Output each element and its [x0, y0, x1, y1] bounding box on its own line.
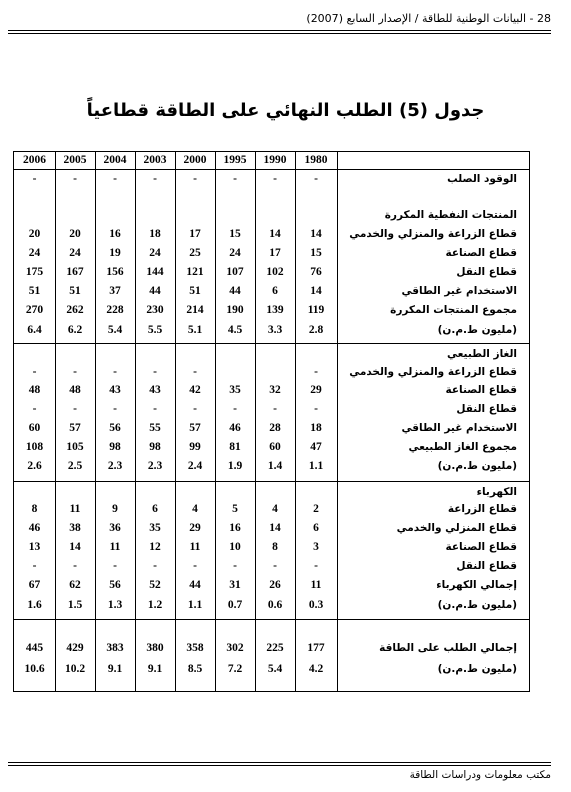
table-cell: 24 [69, 247, 81, 259]
row-label: (مليون ط.م.ن) [437, 663, 517, 675]
table-cell: 56 [109, 579, 121, 591]
table-cell: 270 [25, 304, 44, 316]
table-cell: - [73, 403, 77, 415]
table-cell: 9.1 [147, 663, 163, 675]
table-cell: 32 [269, 384, 281, 396]
table-cell: 18 [149, 228, 161, 240]
table-cell: 228 [106, 304, 124, 316]
table-cell: 4.5 [227, 324, 243, 336]
table-cell: 121 [186, 266, 204, 278]
row-label: قطاع النقل [456, 560, 517, 572]
row-label: قطاع الزراعة والمنزلي والخدمي [349, 366, 517, 378]
table-cell: 51 [28, 285, 41, 297]
table-cell: 0.6 [267, 599, 283, 611]
row-label: قطاع النقل [456, 266, 517, 278]
table-cell: 230 [146, 304, 164, 316]
table-cell: 15 [229, 228, 241, 240]
table-cell: - [113, 403, 117, 415]
table-cell: 24 [28, 247, 41, 259]
row-label: الاستخدام غير الطاقي [401, 422, 517, 434]
table-cell: 20 [28, 228, 41, 240]
table-cell: 445 [25, 642, 44, 654]
table-cell: 380 [146, 642, 164, 654]
row-label: الغاز الطبيعي [446, 348, 517, 360]
table-cell: 11 [310, 579, 322, 591]
table-cell: 26 [269, 579, 281, 591]
year-header: 2003 [143, 154, 167, 166]
table-cell: 1.9 [227, 460, 243, 472]
table-cell: 302 [226, 642, 244, 654]
table-cell: - [32, 366, 37, 378]
table-cell: 44 [189, 579, 201, 591]
energy-demand-table [13, 151, 530, 692]
table-cell: 17 [189, 228, 201, 240]
table-cell: 139 [266, 304, 284, 316]
table-cell: 6.4 [27, 324, 42, 336]
table-cell: - [273, 560, 277, 572]
row-label: الوقود الصلب [447, 173, 517, 185]
footer-rule [8, 765, 551, 766]
table-cell: 5 [232, 503, 238, 515]
table-cell: - [233, 560, 237, 572]
table-cell: 1.1 [187, 599, 203, 611]
year-header: 2000 [183, 154, 207, 166]
table-cell: - [73, 173, 77, 185]
table-cell: 5.4 [107, 324, 123, 336]
table-cell: - [273, 173, 277, 185]
year-header: 1980 [304, 154, 328, 166]
table-cell: 156 [106, 266, 124, 278]
table-cell: - [32, 173, 37, 185]
table-cell: 43 [149, 384, 161, 396]
table-cell: - [113, 560, 117, 572]
table-cell: 225 [266, 642, 284, 654]
row-label: الاستخدام غير الطاقي [401, 285, 517, 297]
row-label: (مليون ط.م.ن) [437, 460, 517, 472]
table-cell: 14 [69, 541, 81, 553]
table-cell: 11 [189, 541, 201, 553]
row-label: قطاع المنزلي والخدمي [396, 522, 517, 534]
row-divider [14, 481, 529, 482]
table-cell: 44 [149, 285, 161, 297]
table-cell: 2.8 [308, 324, 324, 336]
table-cell: - [314, 560, 318, 572]
table-cell: - [314, 173, 318, 185]
row-divider [14, 169, 529, 170]
row-label: المنتجات النفطية المكررة [384, 209, 517, 221]
table-cell: 5.4 [267, 663, 283, 675]
table-cell: 1.3 [107, 599, 123, 611]
table-cell: 67 [28, 579, 41, 591]
table-cell: 6 [313, 522, 319, 534]
table-cell: 51 [69, 285, 81, 297]
table-cell: 62 [69, 579, 81, 591]
table-cell: 16 [229, 522, 241, 534]
table-cell: - [193, 366, 197, 378]
table-cell: 2.3 [147, 460, 163, 472]
page-header-text: 28 - البيانات الوطنية للطاقة / الإصدار السابع (2007) [306, 12, 551, 25]
table-cell: - [32, 403, 37, 415]
table-cell: 5.1 [187, 324, 203, 336]
table-cell: - [113, 173, 117, 185]
table-cell: 4 [192, 503, 198, 515]
table-cell: 6 [152, 503, 158, 515]
table-cell: - [113, 366, 117, 378]
year-header: 2004 [103, 154, 127, 166]
table-cell: 2 [313, 503, 319, 515]
column-divider [337, 152, 338, 691]
table-cell: 9 [112, 503, 118, 515]
table-cell: 14 [310, 228, 322, 240]
table-cell: 9.1 [107, 663, 123, 675]
table-cell: 52 [149, 579, 161, 591]
table-cell: 10.6 [24, 663, 45, 675]
table-cell: 17 [269, 247, 281, 259]
table-cell: 31 [229, 579, 241, 591]
table-cell: 102 [266, 266, 284, 278]
table-cell: - [193, 403, 197, 415]
table-cell: 46 [229, 422, 241, 434]
row-label: قطاع الصناعة [445, 541, 517, 553]
table-cell: 175 [25, 266, 44, 278]
row-label: (مليون ط.م.ن) [437, 599, 517, 611]
table-cell: - [314, 366, 318, 378]
table-cell: 10.2 [64, 663, 86, 675]
table-cell: 46 [28, 522, 41, 534]
table-cell: 57 [69, 422, 81, 434]
table-cell: - [233, 403, 237, 415]
table-cell: 0.3 [308, 599, 324, 611]
row-label: قطاع النقل [456, 403, 517, 415]
footer-rule-thin [8, 762, 551, 763]
table-cell: 14 [310, 285, 322, 297]
table-cell: 14 [269, 228, 281, 240]
table-cell: 10 [229, 541, 241, 553]
table-cell: 76 [310, 266, 322, 278]
table-cell: 11 [109, 541, 121, 553]
table-cell: 24 [229, 247, 241, 259]
table-cell: 36 [109, 522, 121, 534]
table-cell: 29 [310, 384, 322, 396]
table-cell: 3 [313, 541, 319, 553]
table-cell: - [153, 173, 157, 185]
table-cell: 19 [109, 247, 121, 259]
row-label: قطاع الزراعة [447, 503, 517, 515]
table-cell: 35 [149, 522, 161, 534]
table-cell: 190 [226, 304, 244, 316]
table-cell: 13 [28, 541, 41, 553]
table-cell: 51 [189, 285, 201, 297]
table-cell: 20 [69, 228, 81, 240]
table-cell: 25 [189, 247, 201, 259]
year-header: 2005 [63, 154, 87, 166]
table-cell: 44 [229, 285, 241, 297]
table-cell: 48 [28, 384, 41, 396]
table-cell: 98 [109, 441, 121, 453]
row-label: الكهرباء [476, 486, 517, 498]
row-label: مجموع المنتجات المكررة [390, 304, 517, 316]
table-cell: - [314, 403, 318, 415]
table-cell: 15 [310, 247, 322, 259]
table-cell: 1.4 [267, 460, 283, 472]
table-cell: 2.6 [27, 460, 42, 472]
table-cell: 1.1 [308, 460, 324, 472]
table-cell: 29 [189, 522, 201, 534]
table-cell: 16 [109, 228, 121, 240]
row-label: قطاع الصناعة [445, 247, 517, 259]
table-cell: 28 [269, 422, 281, 434]
row-divider [14, 343, 529, 344]
table-cell: 214 [186, 304, 204, 316]
table-cell: 1.6 [27, 599, 42, 611]
table-cell: - [32, 560, 37, 572]
row-label: إجمالي الطلب على الطاقة [379, 642, 517, 654]
table-cell: 6 [272, 285, 278, 297]
table-cell: 14 [269, 522, 281, 534]
table-cell: 1.2 [147, 599, 163, 611]
row-label: قطاع الصناعة [445, 384, 517, 396]
table-cell: 144 [146, 266, 164, 278]
table-cell: 105 [66, 441, 84, 453]
table-cell: 8 [31, 503, 38, 515]
table-cell: 37 [109, 285, 121, 297]
row-divider [14, 619, 529, 620]
table-cell: 55 [149, 422, 161, 434]
table-cell: - [153, 366, 157, 378]
header-rule [8, 30, 551, 31]
table-cell: - [73, 560, 77, 572]
table-cell: 2.4 [187, 460, 203, 472]
table-cell: 18 [310, 422, 322, 434]
year-header: 2006 [23, 154, 46, 166]
table-cell: 81 [229, 441, 241, 453]
table-cell: 0.7 [227, 599, 243, 611]
footer-text: مكتب معلومات ودراسات الطاقة [409, 769, 551, 781]
table-cell: 24 [149, 247, 161, 259]
table-cell: - [193, 173, 197, 185]
table-cell: 60 [28, 422, 41, 434]
table-cell: 429 [66, 642, 84, 654]
table-cell: 42 [189, 384, 201, 396]
table-cell: 43 [109, 384, 121, 396]
table-cell: 11 [69, 503, 81, 515]
table-cell: 177 [307, 642, 325, 654]
table-cell: 56 [109, 422, 121, 434]
row-label: إجمالي الكهرباء [436, 579, 517, 591]
table-cell: 383 [106, 642, 124, 654]
table-cell: 38 [69, 522, 81, 534]
table-cell: - [153, 560, 157, 572]
table-cell: 48 [69, 384, 81, 396]
table-cell: 12 [149, 541, 161, 553]
table-title: جدول (5) الطلب النهائي على الطاقة قطاعياً [86, 100, 485, 121]
table-cell: 108 [25, 441, 44, 453]
table-cell: 262 [66, 304, 84, 316]
row-label: (مليون ط.م.ن) [437, 324, 517, 336]
table-cell: 119 [307, 304, 325, 316]
table-cell: - [153, 403, 157, 415]
table-cell: 2.5 [67, 460, 83, 472]
table-cell: - [193, 560, 197, 572]
table-cell: 358 [186, 642, 204, 654]
header-rule-thin [8, 33, 551, 34]
table-cell: 47 [310, 441, 322, 453]
table-cell: 8 [272, 541, 278, 553]
table-cell: 2.3 [107, 460, 123, 472]
table-cell: 3.3 [267, 324, 283, 336]
table-cell: - [233, 173, 237, 185]
table-cell: 57 [189, 422, 201, 434]
table-cell: 8.5 [187, 663, 203, 675]
table-cell: 35 [229, 384, 241, 396]
table-cell: 99 [189, 441, 201, 453]
table-cell: 107 [226, 266, 244, 278]
row-label: قطاع الزراعة والمنزلي والخدمي [349, 228, 517, 240]
table-cell: 167 [66, 266, 84, 278]
table-cell: 4 [272, 503, 278, 515]
page-footer [8, 762, 551, 786]
table-cell: - [273, 403, 277, 415]
year-header: 1995 [223, 154, 247, 166]
row-label: مجموع الغاز الطبيعي [408, 441, 517, 453]
year-header: 1990 [263, 154, 287, 166]
table-cell: 60 [269, 441, 281, 453]
table-cell: 98 [149, 441, 161, 453]
table-cell: 7.2 [227, 663, 243, 675]
page-header [8, 10, 551, 30]
table-cell: 1.5 [67, 599, 83, 611]
table-cell: - [73, 366, 77, 378]
table-cell: 6.2 [67, 324, 83, 336]
table-cell: 5.5 [147, 324, 163, 336]
table-cell: 4.2 [308, 663, 324, 675]
